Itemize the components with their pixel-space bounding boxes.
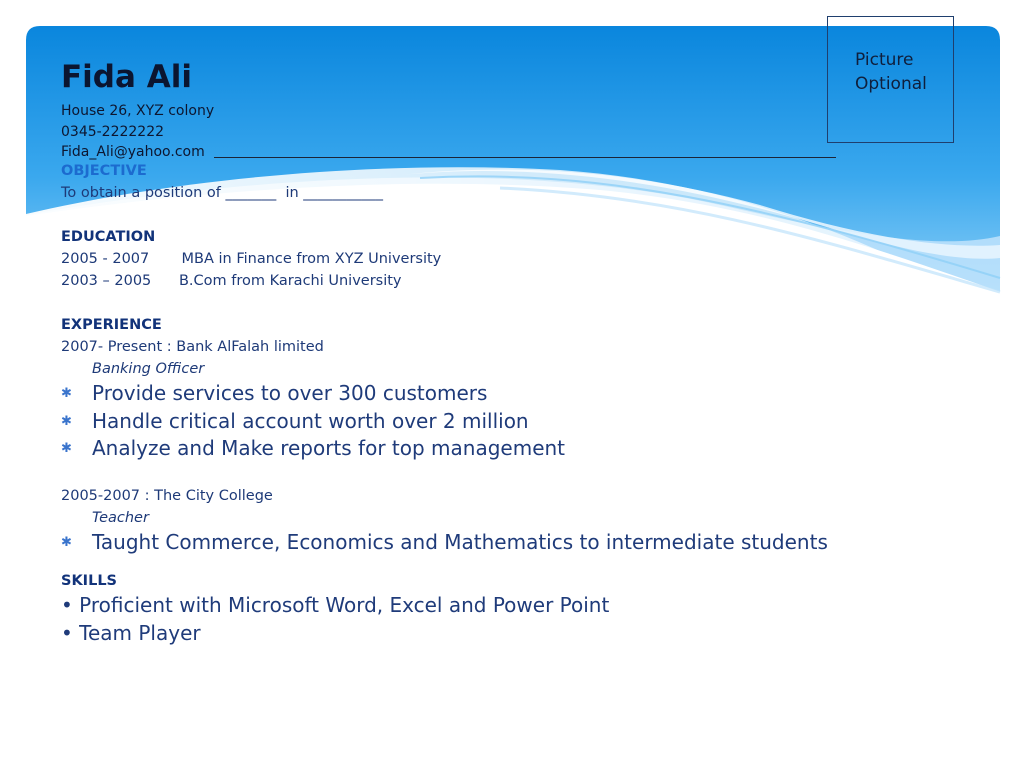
education-years: 2003 – 2005 [61,273,152,289]
job-title: Teacher [92,509,149,526]
asterisk-bullet-icon: ✱ [61,413,72,429]
picture-label-line1: Picture [855,50,914,70]
job-title: Banking Officer [92,361,205,377]
job-bullet-text: Provide services to over 300 customers [92,381,488,405]
job-bullet [61,435,961,463]
objective-heading: OBJECTIVE [61,163,147,179]
job-bullet [61,408,961,436]
education-item [61,270,961,292]
objective-text: To obtain a position of _______ in ___________ [61,185,384,201]
resume-name: Fida Ali [61,59,192,95]
asterisk-bullet-icon: ✱ [61,386,72,401]
address-line: House 26, XYZ colony [61,103,215,119]
experience-heading: EXPERIENCE [61,317,162,333]
job-period: 2007- Present : Bank AlFalah limited [61,339,324,355]
skills-heading: SKILLS [61,573,117,589]
contact-info [61,101,214,163]
header-divider [214,157,836,158]
phone-line: 0345-2222222 [61,123,165,140]
job-bullet-text: Analyze and Make reports for top management [92,436,566,460]
asterisk-bullet-icon: ✱ [61,441,72,456]
education-detail: B.Com from Karachi University [178,273,402,289]
education-item [61,248,961,270]
skill-item: • Team Player [61,620,201,645]
job-bullet-text: Taught Commerce, Economics and Mathematics to intermediate students [92,529,828,554]
skill-item: • Proficient with Microsoft Word, Excel and Power Point [61,593,610,617]
resume-body [61,160,961,647]
education-heading: EDUCATION [61,229,156,245]
job-bullet [61,529,961,557]
job-bullet-text: Handle critical account worth over 2 million [92,408,529,433]
asterisk-bullet-icon: ✱ [61,534,72,550]
job-period: 2005-2007 : The City College [61,487,273,504]
education-years: 2005 - 2007 [61,251,150,267]
job-bullet [61,380,961,408]
education-detail: MBA in Finance from XYZ University [181,251,442,267]
picture-label-line2: Optional [855,74,927,94]
email-line: Fida_Ali@yahoo.com [61,144,205,160]
picture-placeholder-label [855,48,955,96]
